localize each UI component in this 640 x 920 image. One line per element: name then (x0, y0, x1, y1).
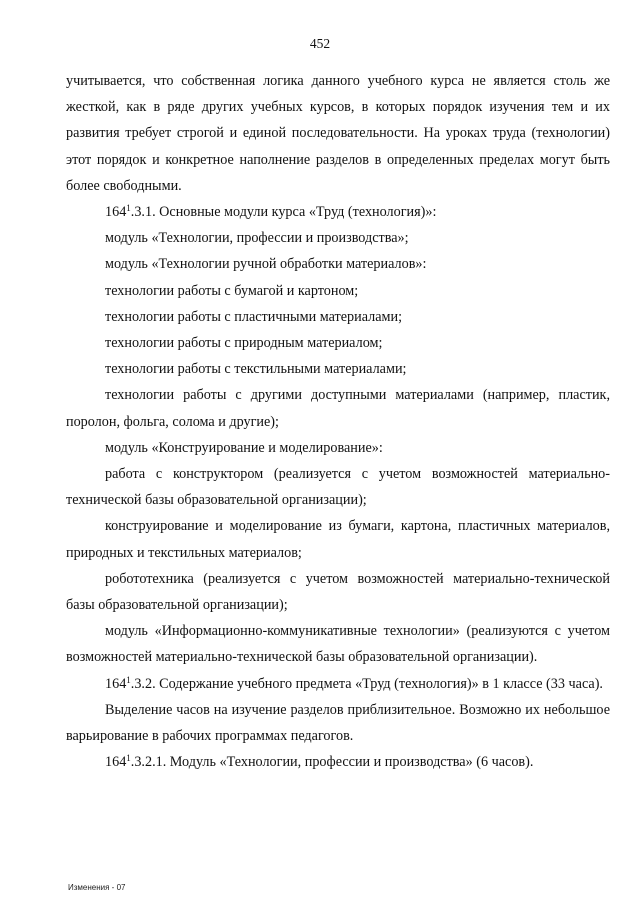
section-superscript: 1 (126, 674, 131, 685)
list-item: модуль «Конструирование и моделирование»: (105, 439, 383, 456)
list-item: модуль «Технологии ручной обработки материалов»: (105, 256, 427, 273)
list-item: модуль «Информационно-коммуникативные технологии» (реализуются с учетом возможностей материально-технической базы образовательной организации). (66, 623, 610, 666)
heading-module-technologies (66, 749, 610, 775)
list-item: робототехника (реализуется с учетом возможностей материально-технической базы образовательной организации); (66, 570, 610, 614)
section-number: 164 (105, 204, 127, 221)
heading-grade1-content-text: .3.2. Содержание учебного предмета «Труд (технология)» в 1 классе (33 часа). (130, 675, 603, 692)
list-item: технологии работы с пластичными материалами; (105, 308, 403, 325)
list-item: работа с конструктором (реализуется с учетом возможностей материально-технической базы образовательной организации); (66, 466, 610, 509)
list-item: модуль «Технологии, профессии и производства»; (105, 230, 409, 247)
list-item: технологии работы с бумагой и картоном; (105, 282, 359, 299)
list-item: конструирование и моделирование из бумаги, картона, пластичных материалов, природных и текстильных материалов; (66, 518, 610, 561)
section-superscript: 1 (126, 753, 131, 764)
page-number: 452 (309, 36, 331, 51)
footer-revision-note: Изменения - 07 (68, 883, 126, 892)
heading-basic-modules-text: .3.1. Основные модули курса «Труд (технология)»: (130, 204, 437, 221)
heading-grade1-content (66, 671, 610, 697)
paragraph-hours-note: Выделение часов на изучение разделов приблизительное. Возможно их небольшое варьирование в рабочих программах педагогов. (66, 701, 610, 745)
list-item: технологии работы с другими доступными материалами (например, пластик, поролон, фольга, солома и другие); (66, 387, 610, 430)
section-number: 164 (105, 754, 127, 771)
document-body (66, 68, 610, 775)
paragraph-intro: учитывается, что собственная логика данного учебного курса не является столь же жесткой, как в ряде других учебных курсов, в которых порядок изучения тем и их развития требует строгой и единой последовательности. На уроках труда (технологии) этот порядок и конкретное наполнение разделов в определенных пределах могут быть более свободными. (66, 73, 610, 194)
heading-basic-modules (66, 199, 610, 225)
heading-module-technologies-text: .3.2.1. Модуль «Технологии, профессии и производства» (6 часов). (130, 754, 534, 771)
section-superscript: 1 (126, 203, 131, 214)
section-number: 164 (105, 675, 127, 692)
list-item: технологии работы с природным материалом; (105, 335, 383, 352)
list-item: технологии работы с текстильными материалами; (105, 361, 407, 378)
